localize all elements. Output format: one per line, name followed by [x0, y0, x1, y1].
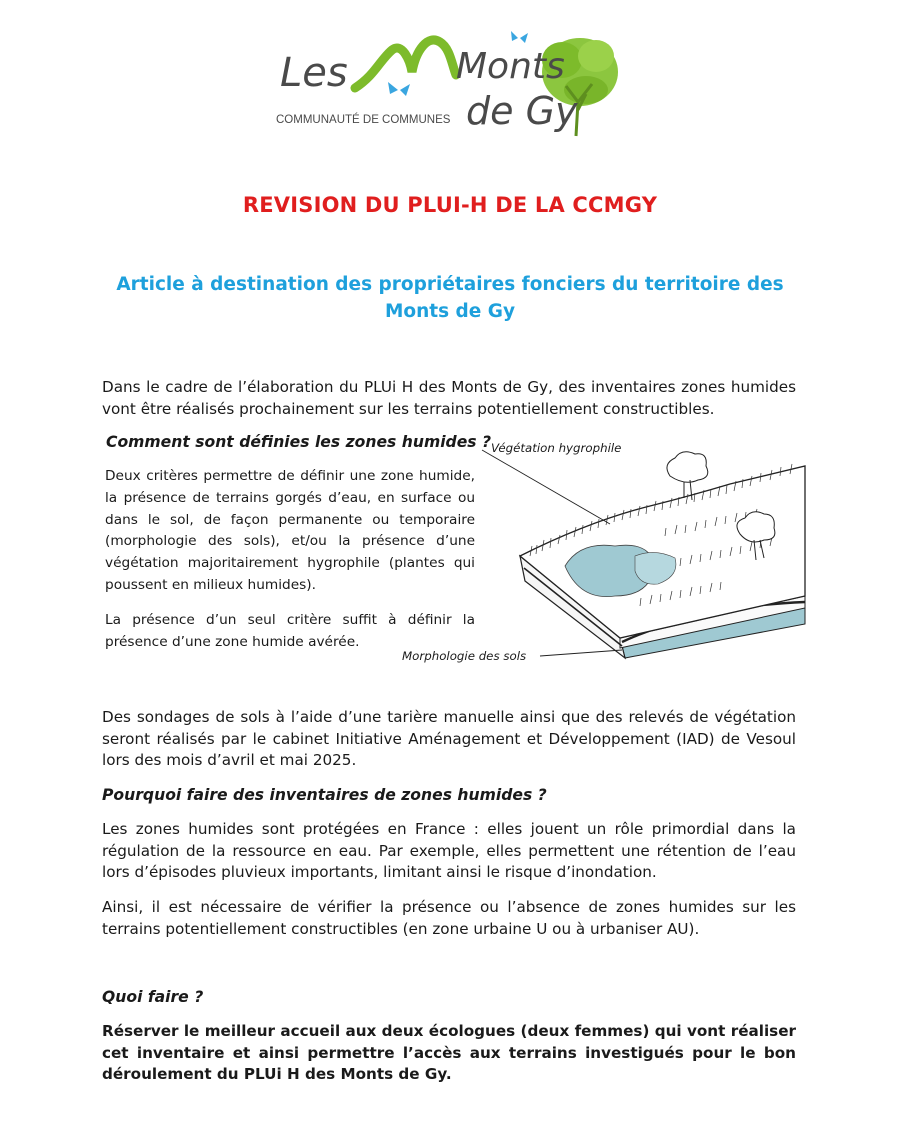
logo-graphic [270, 20, 620, 140]
criterion-paragraph: La présence d’un seul critère suffit à définir la présence d’une zone humide avérée. [105, 612, 475, 650]
vegetation-leader-line [482, 450, 610, 524]
page-subtitle [95, 271, 805, 325]
protection-paragraph: Les zones humides sont protégées en France : elles jouent un rôle primordial dans la régulation de la ressource en eau. Par exemple, elles permettent une rétention de l’eau lors d’épisodes pluvieux importants, limitant ainsi le risque d’inondation. [102, 820, 796, 881]
logo-monts: Monts [456, 46, 565, 87]
soil-block-diagram [400, 436, 820, 676]
morphology-leader-line [540, 650, 622, 656]
logo-tagline: COMMUNAUTÉ DE COMMUNES [276, 114, 451, 126]
definition-paragraph: Deux critères permettre de définir une zone humide, la présence de terrains gorgés d’eau, en surface ou dans le sol, de façon permanente ou temporaire (morphologie des sols), et/ou la présence d’une végétation majoritairement hygrophile (plantes qui poussent en milieux humides). [105, 468, 475, 593]
intro-paragraph: Dans le cadre de l’élaboration du PLUi H des Monts de Gy, des inventaires zones humides vont être réalisés prochainement sur les terrains potentiellement constructibles. [102, 378, 796, 418]
call-to-action-paragraph: Réserver le meilleur accueil aux deux écologues (deux femmes) qui vont réaliser cet inventaire et ainsi permettre l’accès aux terrains investigués pour le bon déroulement du PLUi H des Monts de Gy. [102, 1022, 796, 1083]
subtitle-line-2: Monts de Gy [384, 301, 516, 322]
logo-les: Les [280, 50, 348, 96]
vegetation-label: Végétation hygrophile [491, 441, 622, 455]
logo [270, 20, 620, 140]
section-heading-definition: Comment sont définies les zones humides ? [106, 433, 492, 451]
subtitle-line-1: Article à destination des propriétaires fonciers du territoire des [116, 274, 784, 295]
section-heading-why: Pourquoi faire des inventaires de zones humides ? [102, 786, 547, 804]
sondages-paragraph: Des sondages de sols à l’aide d’une tarière manuelle ainsi que des relevés de végétation seront réalisés par le cabinet Initiative Aménagement et Développement (IAD) de Vesoul lors des mois d’avril et mai 2025. [102, 708, 796, 769]
wetland-illustration [400, 436, 820, 676]
page-title: REVISION DU PLUI-H DE LA CCMGY [242, 193, 658, 217]
logo-de-gy: de Gy [466, 89, 578, 133]
morphology-label: Morphologie des sols [402, 649, 527, 663]
mountain-swoosh [355, 40, 456, 88]
section-heading-what-to-do: Quoi faire ? [102, 988, 204, 1006]
verification-paragraph: Ainsi, il est nécessaire de vérifier la présence ou l’absence de zones humides sur les terrains potentiellement constructibles (en zone urbaine U ou à urbaniser AU). [102, 898, 796, 938]
